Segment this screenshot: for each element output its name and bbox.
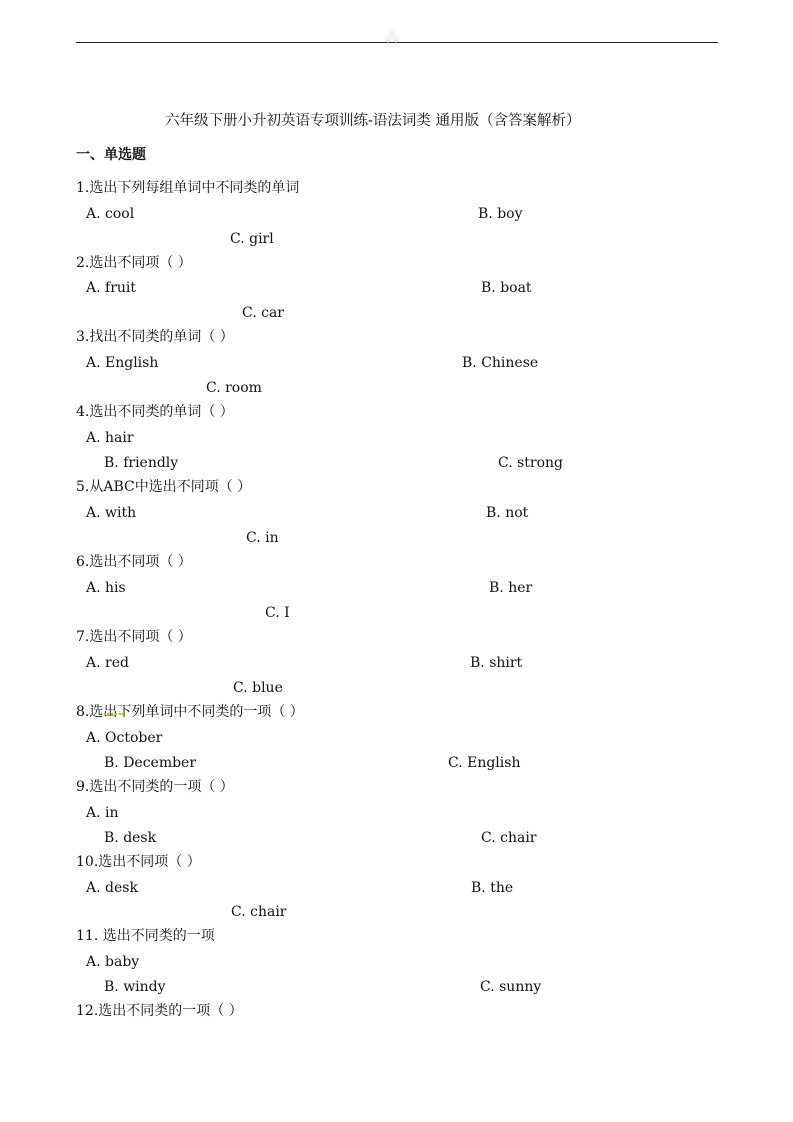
option-c: C. car <box>242 305 284 321</box>
section-heading: 一、单选题 <box>76 147 146 163</box>
question-stem: 2.选出不同项（ ） <box>76 255 192 271</box>
option-a: A. with <box>86 505 137 521</box>
document-title: 六年级下册小升初英语专项训练-语法词类 通用版（含答案解析） <box>165 113 581 129</box>
question-stem: 4.选出不同类的单词（ ） <box>76 404 234 420</box>
option-c: C. in <box>246 530 279 546</box>
question-stem: 6.选出不同项（ ） <box>76 554 192 570</box>
option-a: A. hair <box>86 430 134 446</box>
watermark-logo: ⁂ <box>384 28 400 47</box>
option-c: C. blue <box>233 680 283 696</box>
option-a: A. baby <box>86 954 140 970</box>
option-c: C. sunny <box>480 979 542 995</box>
option-b: B. not <box>486 505 529 521</box>
option-a: A. his <box>86 580 126 596</box>
question-stem: 10.选出不同项（ ） <box>76 854 201 870</box>
option-a: A. fruit <box>86 280 137 296</box>
question-stem: 5.从ABC中选出不同项（ ） <box>76 479 252 495</box>
option-c: C. chair <box>231 904 287 920</box>
option-b: B. shirt <box>470 655 523 671</box>
question-stem: 9.选出不同类的一项（ ） <box>76 779 234 795</box>
option-b: B. windy <box>104 979 166 995</box>
option-b: B. boat <box>481 280 532 296</box>
option-a: A. red <box>86 655 129 671</box>
question-stem: 11. 选出不同类的一项 <box>76 928 215 944</box>
option-c: C. strong <box>498 455 564 471</box>
question-stem: 1.选出下列每组单词中不同类的单词 <box>76 180 300 196</box>
option-c: C. I <box>265 605 290 621</box>
option-b: B. December <box>104 755 197 771</box>
question-stem: 3.找出不同类的单词（ ） <box>76 329 234 345</box>
option-a: A. cool <box>86 206 135 222</box>
option-b: B. friendly <box>104 455 179 471</box>
option-b: B. the <box>471 880 514 896</box>
option-a: A. October <box>86 730 163 746</box>
option-c: C. girl <box>230 231 274 247</box>
option-c: C. English <box>448 755 521 771</box>
question-stem: 7.选出不同项（ ） <box>76 629 192 645</box>
option-b: B. desk <box>104 830 157 846</box>
option-c: C. chair <box>481 830 537 846</box>
question-stem: 12.选出不同类的一项（ ） <box>76 1003 243 1019</box>
option-b: B. boy <box>478 206 523 222</box>
option-a: A. in <box>86 805 119 821</box>
option-c: C. room <box>206 380 262 396</box>
option-a: A. English <box>86 355 159 371</box>
option-b: B. her <box>489 580 533 596</box>
option-a: A. desk <box>86 880 138 896</box>
question-stem: 8.选出下列单词中不同类的一项（ ） <box>76 704 304 720</box>
option-b: B. Chinese <box>462 355 539 371</box>
highlight-mark <box>104 710 124 715</box>
